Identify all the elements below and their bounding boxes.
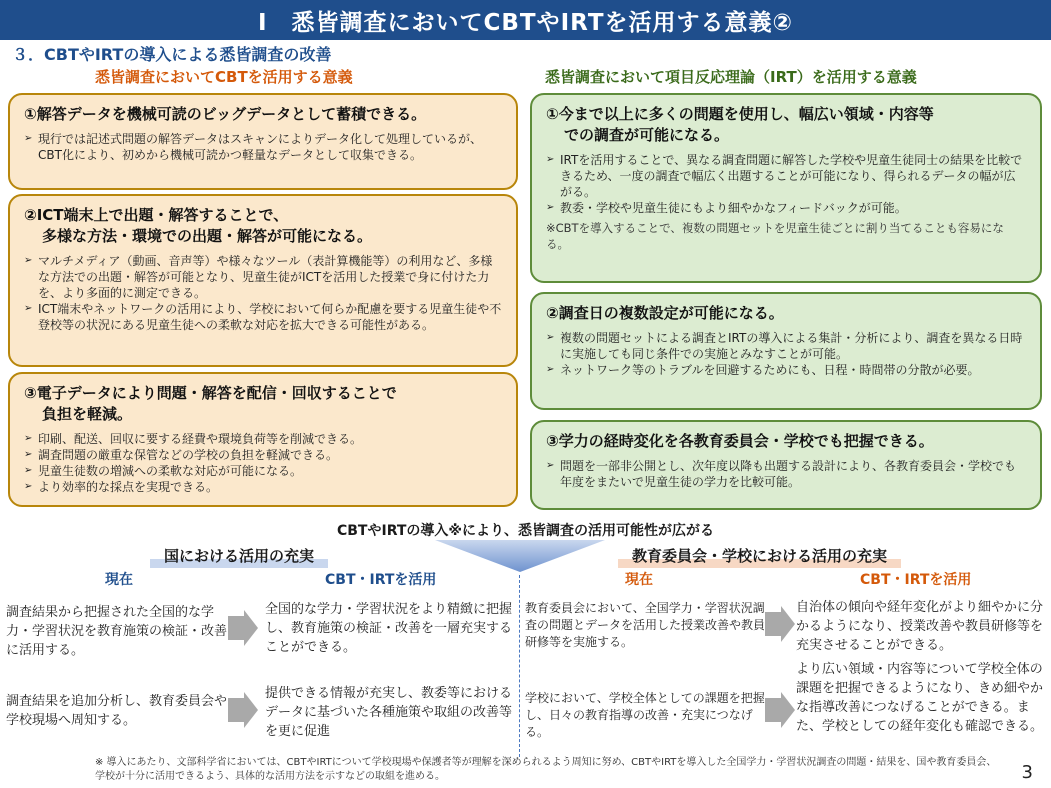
cbt-box-1-title: ①解答データを機械可読のビッグデータとして蓄積できる。 — [24, 105, 427, 123]
local-row-2-now: 学校において、学校全体としての課題を把握し、日々の教育指導の改善・充実につなげる。 — [525, 691, 765, 739]
cbt-box-2 — [8, 194, 518, 367]
irt-box-2 — [530, 292, 1042, 410]
list-item: ➢ 複数の問題セットによる調査とIRTの導入による集計・分析により、調査を異なる日時に実施しても同じ条件での実施とみなすことが可能。 — [546, 330, 1026, 362]
cbt-box-3-title-line2: 負担を軽減。 — [42, 405, 133, 423]
irt-box-2-list — [546, 330, 1026, 378]
national-row-2-now: 調査結果を追加分析し、教育委員会や学校現場へ周知する。 — [6, 694, 228, 728]
national-row-2-future: 提供できる情報が充実し、教委等におけるデータに基づいた各種施策や取組の改善等を更に促進 — [265, 686, 513, 739]
arrow-right-icon — [765, 606, 795, 642]
national-now-label: 現在 — [105, 572, 133, 588]
cbt-box-2-title-line1: ②ICT端末上で出題・解答することで、 — [24, 206, 289, 224]
local-usage-title: 教育委員会・学校における活用の充実 — [618, 545, 901, 568]
irt-box-3 — [530, 420, 1042, 510]
cbt-box-3 — [8, 372, 518, 507]
cbt-box-3-list — [24, 431, 502, 495]
slide-title-banner: Ⅰ 悉皆調査においてCBTやIRTを活用する意義② — [0, 0, 1051, 40]
list-item: ➢ 印刷、配送、回収に要する経費や環境負荷等を削減できる。 — [24, 431, 502, 447]
cbt-box-2-title — [24, 205, 502, 247]
cbt-box-3-title — [24, 383, 502, 425]
irt-box-3-title: ③学力の経時変化を各教育委員会・学校でも把握できる。 — [546, 432, 934, 450]
list-item: ➢ より効率的な採点を実現できる。 — [24, 479, 502, 495]
arrow-right-icon — [765, 692, 795, 728]
local-row-1-future: 自治体の傾向や経年変化がより細やかに分かるようになり、授業改善や教員研修等を充実させることができる。 — [796, 600, 1044, 653]
page-number: 3 — [1021, 762, 1033, 783]
cbt-box-1 — [8, 93, 518, 190]
national-usage-title: 国における活用の充実 — [150, 545, 328, 568]
national-row-1-now: 調査結果から把握された全国的な学力・学習状況を教育施策の検証・改善に活用する。 — [6, 605, 228, 658]
list-item: ➢ 調査問題の厳重な保管などの学校の負担を軽減できる。 — [24, 447, 502, 463]
column-divider — [519, 575, 520, 757]
list-item: ➢ 児童生徒数の増減への柔軟な対応が可能になる。 — [24, 463, 502, 479]
irt-box-3-list — [546, 458, 1026, 490]
irt-box-1-note: ※CBTを導入することで、複数の問題セットを児童生徒ごとに割り当てることも容易になる。 — [546, 221, 1004, 251]
local-row-2-future: より広い領域・内容等について学校全体の課題を把握できるようになり、きめ細やかな指導改善につなげることができる。また、学校としての経年変化も確認できる。 — [796, 662, 1044, 734]
irt-box-1-title — [546, 104, 1026, 146]
section-title: ３．CBTやIRTの導入による悉皆調査の改善 — [12, 45, 332, 64]
irt-column-heading: 悉皆調査において項目反応理論（IRT）を活用する意義 — [545, 68, 917, 86]
irt-box-1-title-line2: での調査が可能になる。 — [564, 126, 730, 144]
cbt-column-heading: 悉皆調査においてCBTを活用する意義 — [95, 68, 353, 86]
list-item: ➢ マルチメディア（動画、音声等）や様々なツール（表計算機能等）の利用など、多様な方法での出題・解答が可能となり、児童生徒がICTを活用した授業で身に付けた力を、より多面的に測定できる。 — [24, 253, 502, 301]
arrow-right-icon — [228, 610, 258, 646]
cbt-box-1-list — [24, 131, 502, 163]
footnote: ※ 導入にあたり、文部科学省においては、CBTやIRTについて学校現場や保護者等が理解を深められるよう周知に努め、CBTやIRTを導入した全国学力・学習状況調査の問題・結果を、国や教育委員会、学校が十分に活用できるよう、具体的な活用方法を示すなどの取組を進める。 — [95, 757, 997, 782]
cbt-box-3-title-line1: ③電子データにより問題・解答を配信・回収することで — [24, 384, 397, 402]
irt-box-1 — [530, 93, 1042, 283]
list-item: ➢ ICT端末やネットワークの活用により、学校において何らか配慮を要する児童生徒や不登校等の状況にある児童生徒への柔軟な対応を拡大できる可能性がある。 — [24, 301, 502, 333]
arrow-right-icon — [228, 692, 258, 728]
middle-title: CBTやIRTの導入※により、悉皆調査の活用可能性が広がる — [336, 523, 714, 539]
cbt-box-2-list — [24, 253, 502, 333]
list-item: ➢ ネットワーク等のトラブルを回避するためにも、日程・時間帯の分散が必要。 — [546, 362, 1026, 378]
irt-box-1-list — [546, 152, 1026, 216]
list-item: ➢ IRTを活用することで、異なる調査問題に解答した学校や児童生徒同士の結果を比較できるため、一度の調査で幅広く出題することが可能になり、得られるデータの幅が広がる。 — [546, 152, 1026, 200]
national-row-1-future: 全国的な学力・学習状況をより精緻に把握し、教育施策の検証・改善を一層充実することができる。 — [265, 602, 513, 655]
list-item: ➢ 問題を一部非公開とし、次年度以降も出題する設計により、各教育委員会・学校でも年度をまたいで児童生徒の学力を比較可能。 — [546, 458, 1026, 490]
local-cbt-label: CBT・IRTを活用 — [860, 572, 972, 588]
local-now-label: 現在 — [625, 572, 653, 588]
local-row-1-now: 教育委員会において、全国学力・学習状況調査の問題とデータを活用した授業改善や教員研修等を実施する。 — [525, 601, 766, 649]
irt-box-1-title-line1: ①今まで以上に多くの問題を使用し、幅広い領域・内容等 — [546, 105, 934, 123]
list-item: ➢ 教委・学校や児童生徒にもより細やかなフィードバックが可能。 — [546, 200, 1026, 216]
list-item: ➢ 現行では記述式問題の解答データはスキャンによりデータ化して処理しているが、CBT化により、初めから機械可読かつ軽量なデータとして収集できる。 — [24, 131, 502, 163]
irt-box-2-title: ②調査日の複数設定が可能になる。 — [546, 304, 784, 322]
funnel-arrow-icon — [435, 540, 605, 572]
national-cbt-label: CBT・IRTを活用 — [325, 572, 437, 588]
cbt-box-2-title-line2: 多様な方法・環境での出題・解答が可能になる。 — [42, 227, 373, 245]
